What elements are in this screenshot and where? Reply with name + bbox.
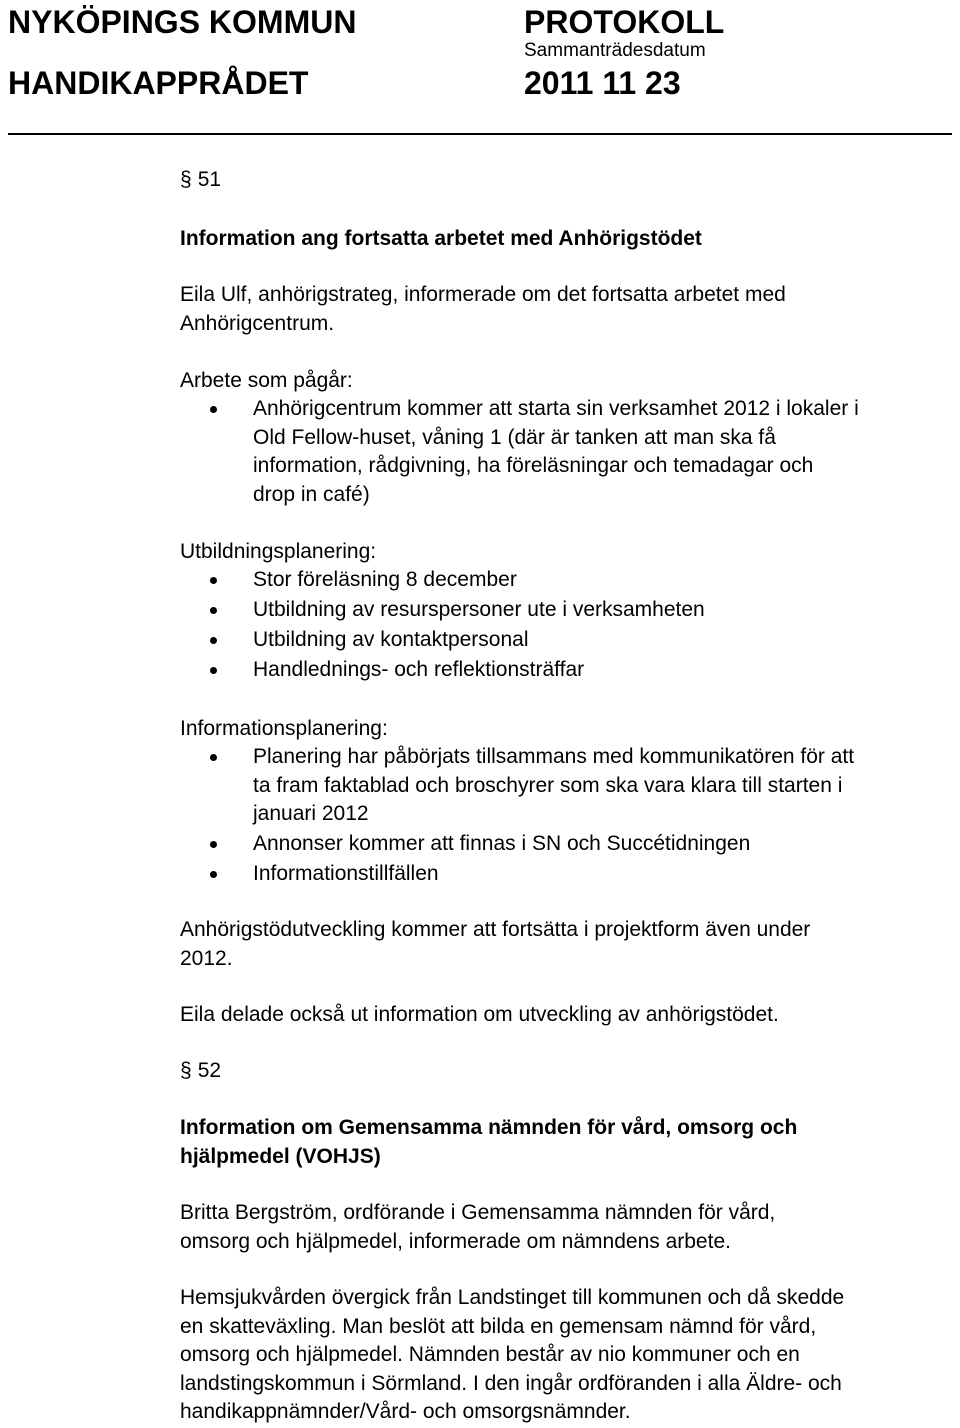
section-sign: §	[180, 168, 192, 191]
section-number: 52	[197, 1059, 222, 1082]
unit-name: HANDIKAPPRÅDET	[8, 65, 309, 101]
list-item: Stor föreläsning 8 december	[180, 566, 954, 595]
education-list	[180, 566, 954, 685]
list-item: Planering har påbörjats tillsammans med kommunikatören för att ta fram faktablad och broschyrer som ska vara klara till starten i januari 2012	[180, 743, 954, 829]
ongoing-work-heading: Arbete som pågår:	[180, 369, 353, 392]
header-divider	[8, 133, 952, 135]
section-52-body: Hemsjukvården övergick från Landstinget till kommunen och då skedde en skatteväxling. Man beslöt att bilda en gemensam nämnd för vård, omsorg och hjälpmedel. Nämnden består av nio kommuner och en landstingskommun i Sörmland. I den ingår ordföranden i alla Äldre- och handikappnämnder/Vård- och omsorgsnämnder.	[180, 1286, 845, 1423]
list-item: Handlednings- och reflektionsträffar	[180, 656, 954, 685]
section-51-intro: Eila Ulf, anhörigstrateg, informerade om det fortsatta arbetet med Anhörigcentrum.	[180, 283, 786, 335]
meeting-date-label: Sammanträdesdatum	[524, 40, 706, 61]
handout-paragraph: Eila delade också ut information om utveckling av anhörigstödet.	[180, 1003, 779, 1026]
list-item: Annonser kommer att finnas i SN och Succétidningen	[180, 830, 954, 859]
bullet-icon	[210, 871, 217, 878]
information-heading: Informationsplanering:	[180, 717, 388, 740]
bullet-icon	[210, 754, 217, 761]
information-list	[180, 743, 954, 889]
list-item: Informationstillfällen	[180, 860, 954, 889]
list-item: Utbildning av kontaktpersonal	[180, 626, 954, 655]
education-heading: Utbildningsplanering:	[180, 540, 377, 563]
section-52-title: Information om Gemensamma nämnden för vård, omsorg och hjälpmedel (VOHJS)	[180, 1116, 798, 1168]
section-51-title: Information ang fortsatta arbetet med Anhörigstödet	[180, 227, 702, 250]
list-item: Utbildning av resurspersoner ute i verksamheten	[180, 596, 954, 625]
bullet-icon	[210, 577, 217, 584]
section-51-number	[180, 166, 221, 195]
organization-name: NYKÖPINGS KOMMUN	[8, 4, 357, 40]
document-type: PROTOKOLL	[524, 4, 725, 40]
section-sign: §	[180, 1059, 192, 1082]
bullet-icon	[210, 841, 217, 848]
bullet-icon	[210, 667, 217, 674]
bullet-icon	[210, 637, 217, 644]
bullet-icon	[210, 607, 217, 614]
meeting-date: 2011 11 23	[524, 65, 681, 101]
list-item: Anhörigcentrum kommer att starta sin verksamhet 2012 i lokaler i Old Fellow-huset, våning 1 (där är tanken att man ska få information, rådgivning, ha föreläsningar och temadagar och drop in café)	[180, 395, 954, 509]
bullet-icon	[210, 406, 217, 413]
section-52-intro: Britta Bergström, ordförande i Gemensamma nämnden för vård, omsorg och hjälpmedel, informerade om nämndens arbete.	[180, 1201, 776, 1253]
section-52-number	[180, 1057, 221, 1086]
ongoing-work-list	[180, 395, 954, 509]
development-paragraph: Anhörigstödutveckling kommer att fortsätta i projektform även under 2012.	[180, 918, 811, 970]
section-number: 51	[197, 168, 222, 191]
